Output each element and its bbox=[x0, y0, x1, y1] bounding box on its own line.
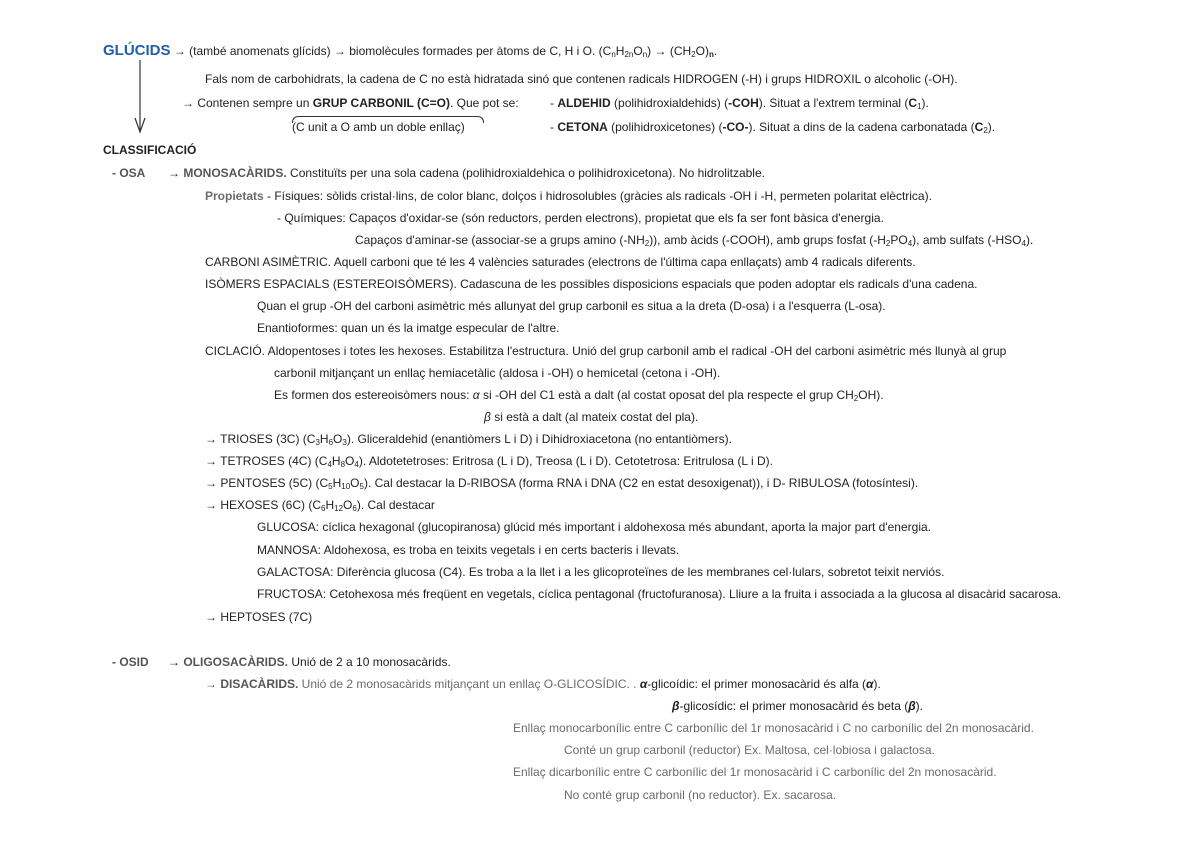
text-line: FRUCTOSA: Cetohexosa més freqüent en vegetals, cíclica pentagonal (fructofuranosa). Lliure a la fruita i associada a la glucosa al disacàrid sacarosa. bbox=[257, 587, 1062, 601]
text-line: → TETROSES (4C) $(C_4H_8O_4)$. Aldotetetroses: Eritrosa (L i D), Treosa (L i D). Cetotetrosa: Eritrulosa (L i D). bbox=[205, 454, 773, 469]
text-line: Capaços d'aminar-se (associar-se a grups amino $(-NH_2)$), amb àcids (-COOH), amb grups fosfat $(-H_2PO_4)$, amb sulfats $(-HSO_4)$. bbox=[355, 233, 1034, 248]
text-line: CICLACIÓ. Aldopentoses i totes les hexoses. Estabilitza l'estructura. Unió del grup carbonil amb el radical -OH del carboni asimètric més llunyà al grup bbox=[205, 344, 1007, 358]
page-title: GLÚCIDS bbox=[103, 42, 171, 59]
text-line: β-glicosídic: el primer monosacàrid és beta (β). bbox=[672, 699, 924, 713]
text-line: Propietats - Físiques: sòlids cristal·lins, de color blanc, dolços i hidrosolubles (gràcies als radicals -OH i -H, permeten polaritat elèctrica). bbox=[205, 189, 932, 203]
text-line: Conté un grup carbonil (reductor) Ex. Maltosa, cel·lobiosa i galactosa. bbox=[564, 743, 935, 757]
line-glucids: GLÚCIDS → (també anomenats glícids) → biomolècules formades per àtoms de C, H i O. $(C_nH_{2n}O_n) \to (CH_2O)_n$. bbox=[103, 42, 718, 59]
text-line: → HEPTOSES (7C) bbox=[205, 610, 313, 624]
text-line: MANNOSA: Aldohexosa, es troba en teixits vegetals i en certs bacteris i llevats. bbox=[257, 543, 680, 557]
text-line: Fals nom de carbohidrats, la cadena de C no està hidratada sinó que contenen radicals HIDROGEN (-H) i grups HIDROXIL o alcoholic (-OH). bbox=[205, 72, 958, 86]
label-osa: - OSA bbox=[112, 166, 146, 180]
text-line: Enantioformes: quan un és la imatge especular de l'altre. bbox=[257, 321, 560, 335]
text-line: No conté grup carbonil (no reductor). Ex. sacarosa. bbox=[564, 788, 837, 802]
text-line: Enllaç monocarbonílic entre C carbonílic del 1r monosacàrid i C no carbonílic del 2n monosacàrid. bbox=[513, 721, 1034, 735]
text-line: Es formen dos estereoisòmers nous: α si -OH del C1 està a dalt (al costat oposat del pla respecte el grup $CH_2OH$). bbox=[274, 388, 884, 403]
text-line: Enllaç dicarbonílic entre C carbonílic del 1r monosacàrid i C carbonílic del 2n monosacàrid. bbox=[513, 765, 997, 779]
text-line: ISÒMERS ESPACIALS (ESTEREOISÒMERS). Cadascuna de les possibles disposicions espacials que poden adoptar els radicals d'una cadena. bbox=[205, 277, 978, 291]
text-line: - ALDEHID (polihidroxialdehids) (-COH). Situat a l'extrem terminal $(C_1)$. bbox=[550, 96, 929, 111]
text-line: GLUCOSA: cíclica hexagonal (glucopiranosa) glúcid més important i aldohexosa més abundant, aporta la major part d'energia. bbox=[257, 520, 931, 534]
text-line: → HEXOSES (6C) $(C_6H_{12}O_6)$. Cal destacar bbox=[205, 498, 435, 513]
text-line: → DISACÀRIDS. Unió de 2 monosacàrids mitjançant un enllaç O-GLICOSÍDIC. . α-glicoídic: el primer monosacàrid és alfa (α). bbox=[205, 677, 881, 691]
text-line: CARBONI ASIMÈTRIC. Aquell carboni que té les 4 valències saturades (electrons de l'última capa enllaçats) amb 4 radicals diferents. bbox=[205, 255, 916, 269]
text-line: → TRIOSES (3C) $(C_3H_6O_3)$. Gliceraldehid (enantiòmers L i D) i Dihidroxiacetona (no entantiòmers). bbox=[205, 432, 732, 447]
text-line: → MONOSACÀRIDS. Constituïts per una sola cadena (polihidroxialdehica o polihidroxicetona). No hidrolitzable. bbox=[168, 166, 765, 180]
text-line: (C unit a O amb un doble enllaç) bbox=[292, 120, 465, 134]
down-arrow-icon bbox=[132, 60, 148, 134]
text-line: β si està a dalt (al mateix costat del pla). bbox=[484, 410, 699, 424]
text-line: carbonil mitjançant un enllaç hemiacetàlic (aldosa i -OH) o hemicetal (cetona i -OH). bbox=[274, 366, 721, 380]
text-line: GALACTOSA: Diferència glucosa (C4). Es troba a la llet i a les glicoproteïnes de les membranes cel·lulars, sobretot teixit nerviós. bbox=[257, 565, 945, 579]
label-osid: - OSID bbox=[112, 655, 149, 669]
text-line: - CETONA (polihidroxicetones) (-CO-). Situat a dins de la cadena carbonatada $(C_2)$. bbox=[550, 120, 996, 135]
section-heading: CLASSIFICACIÓ bbox=[103, 143, 197, 157]
text-line: → Contenen sempre un GRUP CARBONIL (C=O). Que pot se: bbox=[182, 96, 519, 110]
text-line: Quan el grup -OH del carboni asimètric més allunyat del grup carbonil es situa a la dreta (D-osa) i a l'esquerra (L-osa). bbox=[257, 299, 886, 313]
text-line: → PENTOSES (5C) $(C_5H_{10}O_5)$. Cal destacar la D-RIBOSA (forma RNA i DNA (C2 en estat desoxigenat)), i D- RIBULOSA (fotosíntesi). bbox=[205, 476, 919, 491]
text-line: - Químiques: Capaços d'oxidar-se (són reductors, perden electrons), propietat que els fa ser font bàsica d'energia. bbox=[277, 211, 884, 225]
text-line: → OLIGOSACÀRIDS. Unió de 2 a 10 monosacàrids. bbox=[168, 655, 451, 669]
